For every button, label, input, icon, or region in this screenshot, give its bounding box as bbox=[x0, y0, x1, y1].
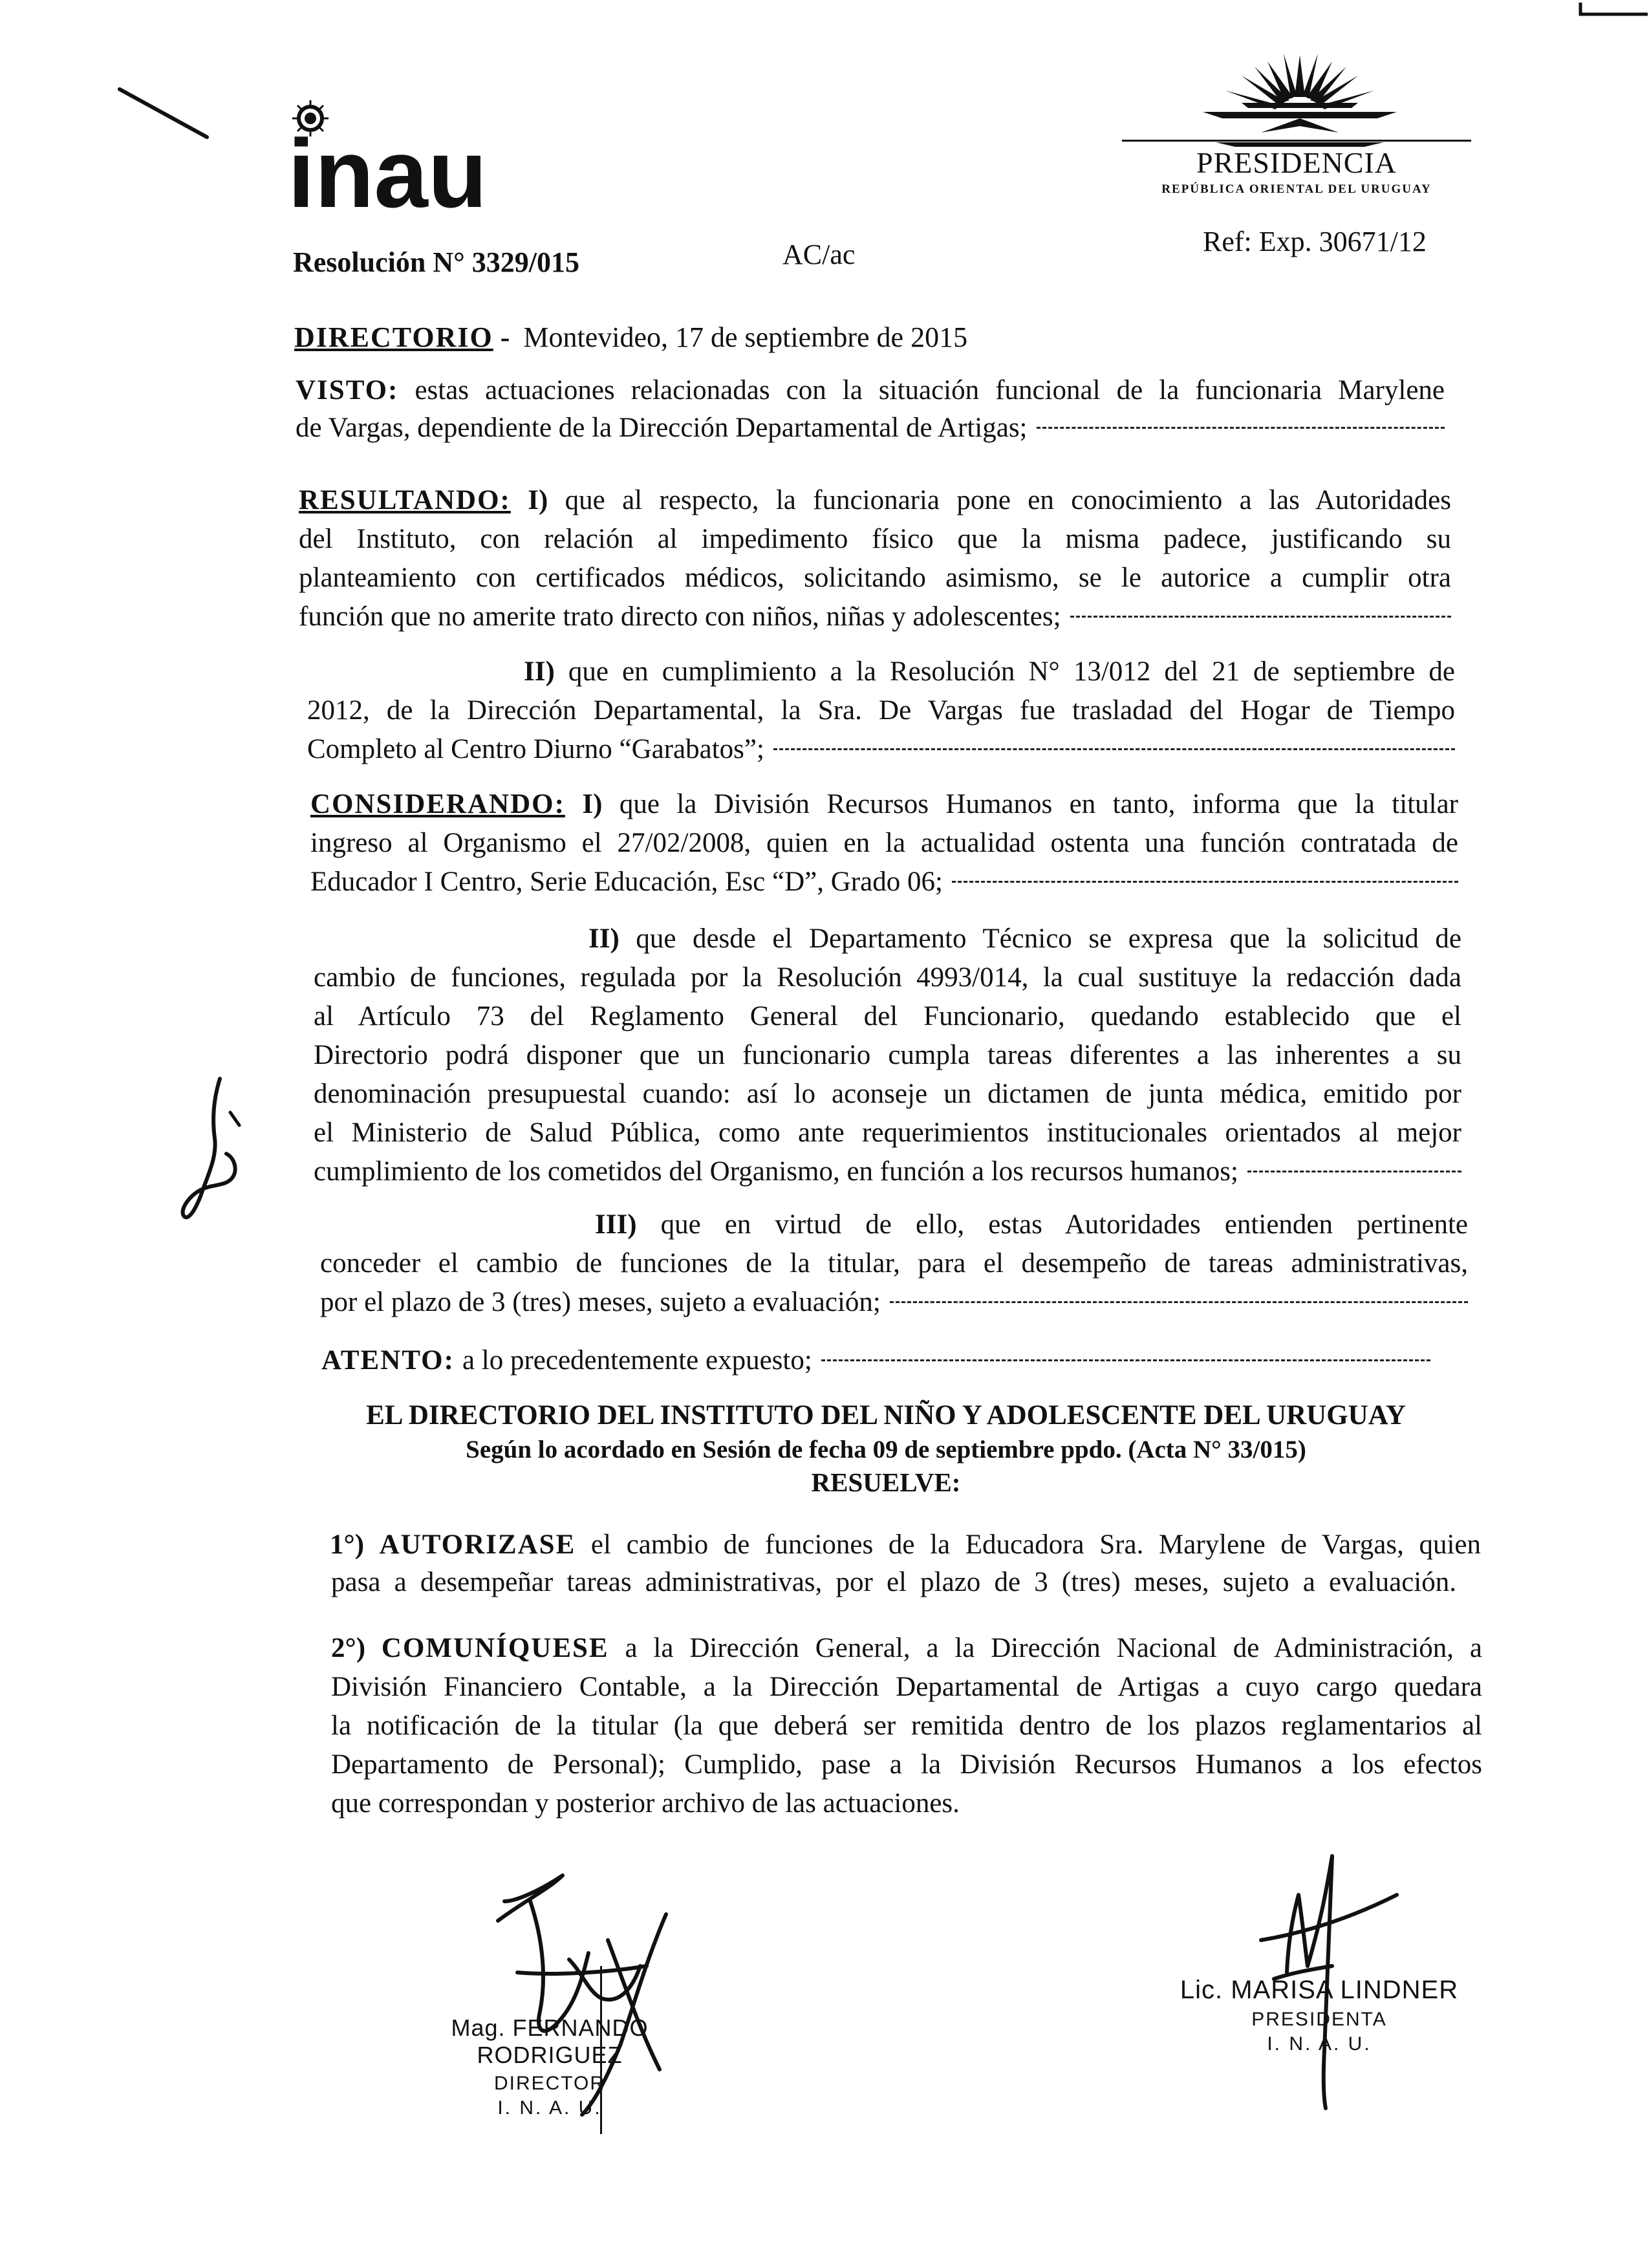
visto-text-1: estas actuaciones relacionadas con la situación funcional de la funcionaria Marylene bbox=[415, 375, 1445, 405]
margin-initial-signature bbox=[175, 1074, 252, 1229]
considerando-ii-text-4: Directorio podrá disponer que un funcionario cumpla tareas diferentes a las inherentes a su bbox=[314, 1040, 1461, 1070]
directorio-separator: - bbox=[500, 321, 510, 353]
resultando-i-line-1 bbox=[299, 486, 1451, 514]
considerando-i-text-1: que la División Recursos Humanos en tanto, informa que la titular bbox=[619, 789, 1458, 819]
article-1-text-2: pasa a desempeñar tareas administrativas, por el plazo de 3 (tres) meses, sujeto a evaluación. bbox=[331, 1567, 1456, 1597]
considerando-iii-line-3 bbox=[320, 1288, 1468, 1316]
considerando-iii-text-2: conceder el cambio de funciones de la titular, para el desempeño de tareas administrativas, bbox=[320, 1248, 1468, 1279]
resultando-ii-text-3: Completo al Centro Diurno “Garabatos”; bbox=[307, 734, 764, 764]
considerando-ii-text-3: al Artículo 73 del Reglamento General del Funcionario, quedando establecido que el bbox=[314, 1001, 1461, 1031]
considerando-ii-line-6 bbox=[314, 1119, 1461, 1147]
article-2-text-1: a la Dirección General, a la Dirección Nacional de Administración, a bbox=[625, 1633, 1483, 1663]
considerando-ii-line-3 bbox=[314, 1002, 1461, 1030]
article-1-verb: AUTORIZASE bbox=[379, 1529, 576, 1560]
resolution-heading-2: Según lo acordado en Sesión de fecha 09 de septiembre ppdo. (Acta N° 33/015) bbox=[466, 1436, 1306, 1463]
visto-line-1 bbox=[296, 376, 1445, 404]
article-2-line-1 bbox=[331, 1634, 1482, 1662]
considerando-ii-text-7: cumplimiento de los cometidos del Organismo, en función a los recursos humanos; bbox=[314, 1156, 1238, 1187]
page-edge-mark bbox=[1578, 0, 1649, 26]
director-stamp-rule bbox=[600, 1966, 602, 2134]
visto-line-2 bbox=[296, 414, 1445, 442]
article-2-marker: 2°) bbox=[331, 1633, 366, 1663]
considerando-ii-line-4 bbox=[314, 1041, 1461, 1069]
resultando-i-text-3: planteamiento con certificados médicos, solicitando asimismo, se le autorice a cumplir otra bbox=[299, 563, 1451, 593]
atento-line bbox=[321, 1346, 1430, 1374]
resultando-ii-text-2: 2012, de la Dirección Departamental, la Sra. De Vargas fue trasladad del Hogar de Tiempo bbox=[307, 695, 1455, 726]
dash-filler bbox=[821, 1359, 1430, 1361]
article-2-verb: COMUNÍQUESE bbox=[381, 1633, 609, 1663]
considerando-ii-text-2: cambio de funciones, regulada por la Resolución 4993/014, la cual sustituye la redacción dada bbox=[314, 962, 1461, 993]
resultando-i-line-2 bbox=[299, 525, 1451, 553]
resultando-label: RESULTANDO: bbox=[299, 485, 511, 515]
director-role: DIRECTOR bbox=[493, 2073, 606, 2094]
resultando-i-text-2: del Instituto, con relación al impedimento físico que la misma padece, justificando su bbox=[299, 524, 1451, 554]
directorio-label: DIRECTORIO bbox=[294, 321, 493, 353]
sun-emblem-icon bbox=[1164, 36, 1436, 152]
considerando-iii-text-1: que en virtud de ello, estas Autoridades entienden pertinente bbox=[660, 1209, 1468, 1240]
considerando-ii-line-1 bbox=[588, 925, 1461, 953]
resultando-i-text-1: que al respecto, la funcionaria pone en conocimiento a las Autoridades bbox=[565, 485, 1452, 515]
considerando-i-marker: I) bbox=[582, 789, 603, 819]
dash-filler bbox=[952, 881, 1458, 883]
resultando-ii-marker: II) bbox=[524, 656, 555, 687]
considerando-i-text-2: ingreso al Organismo el 27/02/2008, quien en la actualidad ostenta una función contratada de bbox=[310, 828, 1458, 858]
director-stamp bbox=[398, 2014, 702, 2119]
considerando-i-line-2 bbox=[310, 829, 1458, 857]
directorio-line bbox=[294, 323, 967, 352]
article-2-text-5: que correspondan y posterior archivo de las actuaciones. bbox=[331, 1788, 960, 1819]
resolution-number: Resolución N° 3329/015 bbox=[293, 246, 579, 278]
document-initials: AC/ac bbox=[782, 239, 856, 270]
considerando-ii-text-5: denominación presupuestal cuando: así lo aconseje un dictamen de junta médica, emitido por bbox=[314, 1079, 1461, 1109]
article-2-text-4: Departamento de Personal); Cumplido, pase a la División Recursos Humanos a los efectos bbox=[331, 1749, 1482, 1780]
article-2-line-5 bbox=[331, 1789, 960, 1817]
director-name: Mag. FERNANDO RODRIGUEZ bbox=[451, 2014, 649, 2068]
considerando-iii-text-3: por el plazo de 3 (tres) meses, sujeto a evaluación; bbox=[320, 1287, 881, 1317]
resultando-ii-line-1 bbox=[524, 658, 1455, 686]
resultando-i-marker: I) bbox=[528, 485, 548, 515]
presidenta-role: PRESIDENTA bbox=[1251, 2009, 1387, 2030]
considerando-i-line-1 bbox=[310, 790, 1458, 818]
considerando-ii-text-1: que desde el Departamento Técnico se expresa que la solicitud de bbox=[636, 923, 1461, 954]
inau-logo bbox=[288, 97, 559, 220]
presidencia-subtitle: REPÚBLICA ORIENTAL DEL URUGUAY bbox=[1161, 182, 1432, 196]
svg-text:inau: inau bbox=[288, 119, 488, 220]
considerando-iii-marker: III) bbox=[595, 1209, 637, 1240]
atento-text: a lo precedentemente expuesto; bbox=[462, 1345, 812, 1376]
presidencia-underline bbox=[1122, 140, 1471, 142]
dash-filler bbox=[1070, 616, 1451, 618]
article-2-text-2: División Financiero Contable, a la Dirección Departamental de Artigas a cuyo cargo quedara bbox=[331, 1672, 1482, 1702]
resultando-ii-line-2 bbox=[307, 697, 1455, 724]
considerando-ii-marker: II) bbox=[588, 923, 620, 954]
presidenta-org: I. N. A. U. bbox=[1267, 2033, 1372, 2055]
presidenta-stamp bbox=[1170, 1976, 1468, 2055]
resultando-i-line-3 bbox=[299, 564, 1451, 592]
dash-filler bbox=[773, 748, 1455, 750]
dash-filler bbox=[1247, 1171, 1461, 1172]
article-1-line-1 bbox=[330, 1531, 1481, 1559]
place-and-date: Montevideo, 17 de septiembre de 2015 bbox=[523, 321, 968, 353]
article-2-line-4 bbox=[331, 1751, 1482, 1778]
resultando-i-line-4 bbox=[299, 603, 1451, 631]
visto-label: VISTO: bbox=[296, 375, 399, 405]
corner-pen-stroke bbox=[116, 78, 213, 142]
resultando-ii-line-3 bbox=[307, 735, 1455, 763]
considerando-i-line-3 bbox=[310, 868, 1458, 896]
considerando-ii-line-5 bbox=[314, 1080, 1461, 1108]
considerando-i-text-3: Educador I Centro, Serie Educación, Esc “D”, Grado 06; bbox=[310, 867, 943, 897]
resolution-heading-3: RESUELVE: bbox=[811, 1467, 961, 1497]
dash-filler bbox=[890, 1301, 1468, 1303]
article-1-marker: 1°) bbox=[330, 1529, 365, 1560]
considerando-ii-text-6: el Ministerio de Salud Pública, como ante requerimientos institucionales orientados al mejor bbox=[314, 1118, 1461, 1148]
resolution-heading-1: EL DIRECTORIO DEL INSTITUTO DEL NIÑO Y ADOLESCENTE DEL URUGUAY bbox=[366, 1400, 1406, 1431]
resultando-ii-text-1: que en cumplimiento a la Resolución N° 13/012 del 21 de septiembre de bbox=[568, 656, 1456, 687]
article-1-text-1: el cambio de funciones de la Educadora Sra. Marylene de Vargas, quien bbox=[590, 1529, 1482, 1560]
considerando-ii-line-2 bbox=[314, 964, 1461, 991]
article-2-line-3 bbox=[331, 1712, 1482, 1740]
article-1-line-2 bbox=[331, 1568, 1456, 1596]
dash-filler bbox=[1037, 427, 1445, 429]
visto-text-2: de Vargas, dependiente de la Dirección Departamental de Artigas; bbox=[296, 413, 1028, 443]
atento-label: ATENTO: bbox=[321, 1345, 455, 1376]
article-2-text-3: la notificación de la titular (la que deberá ser remitida dentro de los plazos reglamentarios al bbox=[331, 1711, 1482, 1741]
considerando-label: CONSIDERANDO: bbox=[310, 789, 565, 819]
considerando-iii-line-2 bbox=[320, 1249, 1468, 1277]
considerando-iii-line-1 bbox=[595, 1211, 1468, 1238]
expedient-reference: Ref: Exp. 30671/12 bbox=[1203, 226, 1427, 257]
presidenta-name: Lic. MARISA LINDNER bbox=[1180, 1976, 1459, 2004]
presidencia-title: PRESIDENCIA bbox=[1196, 146, 1397, 179]
director-org: I. N. A. U. bbox=[497, 2097, 602, 2119]
resultando-i-text-4: función que no amerite trato directo con niños, niñas y adolescentes; bbox=[299, 601, 1061, 632]
considerando-ii-line-7 bbox=[314, 1158, 1461, 1185]
article-2-line-2 bbox=[331, 1673, 1482, 1701]
